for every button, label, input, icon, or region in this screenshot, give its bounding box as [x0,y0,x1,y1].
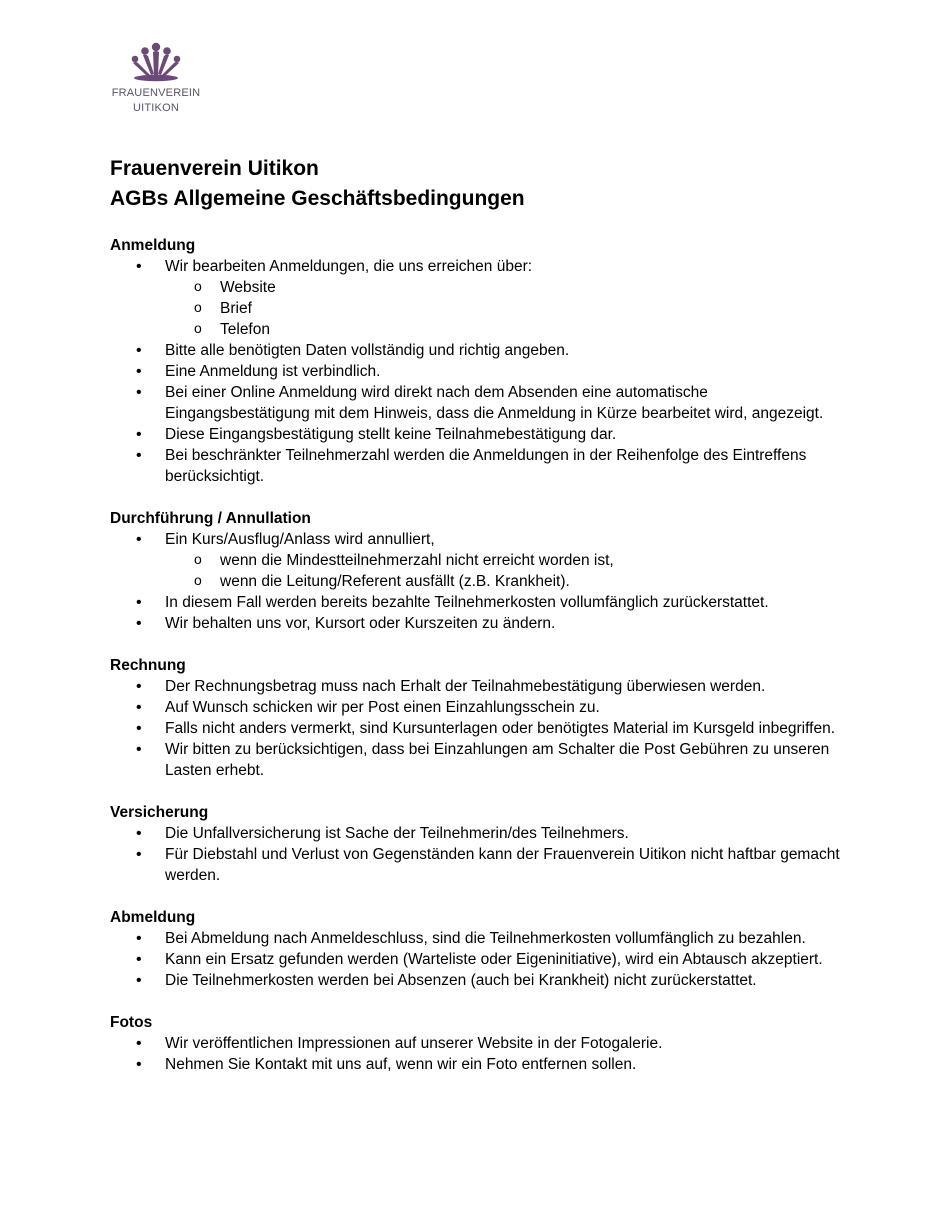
bullet-list [110,529,850,634]
list-item [110,676,850,697]
list-item-text: Bitte alle benötigten Daten vollständig und richtig angeben. [165,342,570,359]
bullet-list [110,1033,850,1075]
list-item [110,445,850,487]
list-item-text: Die Teilnehmerkosten werden bei Absenzen (auch bei Krankheit) nicht zurückerstattet. [165,972,757,989]
list-item-text: Wir bearbeiten Anmeldungen, die uns erreichen über: [165,258,533,275]
bullet-list [110,928,850,991]
sub-list-item: o Brief [165,298,850,319]
bullet-list [110,823,850,886]
list-item-text: Ein Kurs/Ausflug/Anlass wird annulliert, [165,531,435,548]
document-body [110,154,850,1075]
list-item [110,256,850,340]
list-item [110,949,850,970]
section-heading: Rechnung [110,657,186,674]
logo-line-2: UITIKON [132,102,179,114]
sections-container [110,235,850,1075]
list-item [110,823,850,844]
list-item-text: In diesem Fall werden bereits bezahlte Teilnehmerkosten vollumfänglich zurückerstattet. [165,594,769,611]
section-5 [110,1012,850,1075]
sub-list-item: o Website [165,277,850,298]
section-heading: Abmeldung [110,909,196,926]
list-item [110,424,850,445]
list-item-text: Eine Anmeldung ist verbindlich. [165,363,381,380]
list-item-text: Kann ein Ersatz gefunden werden (Warteliste oder Eigeninitiative), wird ein Abtausch akzeptiert. [165,951,823,968]
list-item [110,697,850,718]
list-item-text: Wir bitten zu berücksichtigen, dass bei Einzahlungen am Schalter die Post Gebühren zu unseren Lasten erhebt. [165,741,830,779]
list-item [110,970,850,991]
list-item [110,592,850,613]
list-item [110,928,850,949]
sub-list-item: o Telefon [165,319,850,340]
bullet-list [110,256,850,487]
list-item-text: Die Unfallversicherung ist Sache der Teilnehmerin/des Teilnehmers. [165,825,629,842]
logo-line-1: FRAUENVEREIN [111,87,201,99]
list-item [110,1054,850,1075]
list-item-text: Nehmen Sie Kontakt mit uns auf, wenn wir ein Foto entfernen sollen. [165,1056,637,1073]
list-item-text: Auf Wunsch schicken wir per Post einen Einzahlungsschein zu. [165,699,600,716]
list-item-text: Falls nicht anders vermerkt, sind Kursunterlagen oder benötigtes Material im Kursgeld inbegriffen. [165,720,835,737]
section-3 [110,802,850,886]
logo-figures-icon [126,40,186,82]
title-line-1: Frauenverein Uitikon [110,157,319,180]
list-item [110,739,850,781]
bullet-list [110,676,850,781]
list-item [110,613,850,634]
title-line-2: AGBs Allgemeine Geschäftsbedingungen [110,187,525,210]
list-item-text: Wir behalten uns vor, Kursort oder Kurszeiten zu ändern. [165,615,556,632]
list-item [110,1033,850,1054]
list-item [110,361,850,382]
list-item [110,718,850,739]
list-item [110,529,850,592]
section-heading: Fotos [110,1014,153,1031]
section-heading: Durchführung / Annullation [110,510,311,527]
list-item-text: Wir veröffentlichen Impressionen auf unserer Website in der Fotogalerie. [165,1035,663,1052]
list-item [110,340,850,361]
sub-list [165,277,850,340]
list-item-text: Für Diebstahl und Verlust von Gegenständen kann der Frauenverein Uitikon nicht haftbar gemacht werden. [165,846,840,884]
sub-list-item: o wenn die Mindestteilnehmerzahl nicht erreicht worden ist, [165,550,850,571]
sub-list [165,550,850,592]
logo [110,40,202,116]
sub-list-item: o wenn die Leitung/Referent ausfällt (z.B. Krankheit). [165,571,850,592]
section-2 [110,655,850,781]
section-1 [110,508,850,634]
list-item-text: Diese Eingangsbestätigung stellt keine Teilnahmebestätigung dar. [165,426,617,443]
list-item-text: Der Rechnungsbetrag muss nach Erhalt der Teilnahmebestätigung überwiesen werden. [165,678,766,695]
section-4 [110,907,850,991]
section-0 [110,235,850,487]
list-item [110,844,850,886]
section-heading: Versicherung [110,804,209,821]
list-item-text: Bei beschränkter Teilnehmerzahl werden die Anmeldungen in der Reihenfolge des Eintreffens berücksichtigt. [165,447,807,485]
list-item-text: Bei Abmeldung nach Anmeldeschluss, sind die Teilnehmerkosten vollumfänglich zu bezahlen. [165,930,806,947]
section-heading: Anmeldung [110,237,196,254]
list-item [110,382,850,424]
list-item-text: Bei einer Online Anmeldung wird direkt nach dem Absenden eine automatische Eingangsbestätigung mit dem Hinweis, dass die Anmeldung in Kürze bearbeitet wird, angezeigt. [165,384,824,422]
